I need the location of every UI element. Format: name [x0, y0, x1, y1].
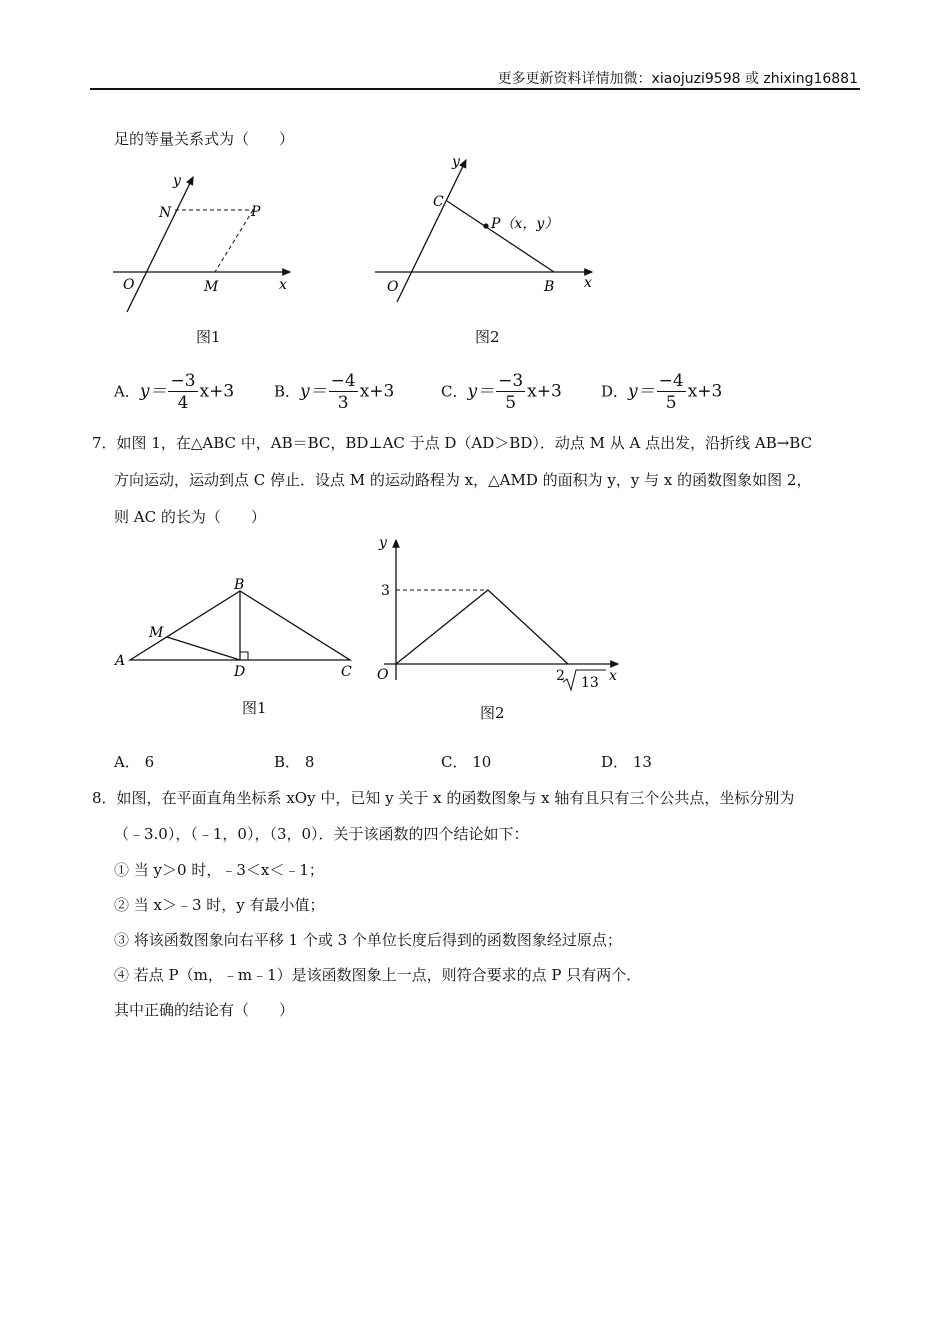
label-o: O: [123, 277, 135, 293]
q7-option-b: B． 8: [274, 753, 315, 771]
label-m: M: [149, 625, 164, 641]
q8-statement-4: ④ 若点 P（m，﹣m﹣1）是该函数图象上一点，则符合要求的点 P 只有两个．: [114, 966, 642, 984]
label-o: O: [387, 279, 399, 295]
q8-statement-2: ② 当 x＞﹣3 时，y 有最小值；: [114, 896, 325, 914]
segment-cb: [447, 201, 554, 272]
q8-line-1: 8．如图，在平面直角坐标系 xOy 中，已知 y 关于 x 的函数图象与 x 轴有且只有三个公共点，坐标分别为: [92, 789, 795, 807]
q6-option-d: D．y＝ $\frac{-4}{5}$ x+3: [601, 371, 723, 413]
q7-line-1: 7．如图 1，在△ABC 中，AB＝BC，BD⊥AC 于点 D（AD＞BD）．动点 M 从 A 点出发，沿折线 AB→BC: [92, 434, 813, 452]
q7-line-2: 方向运动，运动到点 C 停止．设点 M 的运动路程为 x，△AMD 的面积为 y，y 与 x 的函数图象如图 2，: [114, 471, 812, 489]
q7-line-3: 则 AC 的长为（ ）: [114, 508, 266, 526]
q6-figure-2: [370, 150, 600, 310]
q6-option-a: A．y＝ $\frac{-3}{4}$ x+3: [114, 371, 235, 413]
q7-option-d: D． 13: [601, 753, 652, 771]
label-2: 2: [556, 668, 565, 684]
label-b: B: [234, 577, 245, 593]
q7-fig2-caption: 图2: [480, 704, 505, 722]
label-x: x: [584, 275, 592, 291]
q6-option-c: C．y＝ $\frac{-3}{5}$ x+3: [441, 371, 562, 413]
q6-fig1-caption: 图1: [196, 328, 221, 346]
label-o: O: [377, 667, 389, 683]
right-angle-mark: [240, 652, 248, 660]
label-c: C: [341, 664, 352, 680]
label-a: A: [115, 653, 126, 669]
label-x: x: [279, 277, 287, 293]
label-p: P（x，y）: [491, 216, 559, 232]
label-b: B: [544, 279, 555, 295]
label-y: y: [173, 173, 181, 189]
q6-figure-1: [105, 165, 305, 315]
dashed-pm: [215, 210, 253, 272]
q7-option-a: A． 6: [114, 753, 155, 771]
q6-fig2-caption: 图2: [475, 328, 500, 346]
y-axis: [127, 177, 193, 312]
segment-md: [167, 637, 240, 660]
label-3: 3: [381, 583, 390, 599]
q7-option-c: C． 10: [441, 753, 492, 771]
q6-stem-tail: 足的等量关系式为（ ）: [114, 130, 295, 148]
label-m: M: [204, 279, 219, 295]
q8-line-2: （﹣3.0），（﹣1，0），（3，0）．关于该函数的四个结论如下：: [114, 825, 529, 843]
label-13: 13: [581, 675, 599, 691]
q7-figure-2: [370, 530, 625, 695]
label-n: N: [159, 205, 172, 221]
point-p: [483, 223, 488, 228]
label-p: P: [251, 204, 261, 220]
label-c: C: [433, 194, 444, 210]
q8-closing: 其中正确的结论有（ ）: [114, 1001, 295, 1019]
q8-statement-1: ① 当 y＞0 时，﹣3＜x＜﹣1；: [114, 861, 324, 879]
graph-polyline: [396, 590, 568, 664]
label-x: x: [609, 668, 617, 684]
header-rule: [90, 88, 860, 90]
q7-figure-1: [110, 570, 360, 685]
header-text: 更多更新资料详情加微：xiaojuzi9598 或 zhixing16881: [497, 71, 858, 87]
q7-fig1-caption: 图1: [242, 699, 267, 717]
y-axis: [397, 160, 466, 302]
q8-statement-3: ③ 将该函数图象向右平移 1 个或 3 个单位长度后得到的函数图象经过原点；: [114, 931, 622, 949]
q6-option-b: B．y＝ $\frac{-4}{3}$ x+3: [274, 371, 395, 413]
label-y: y: [379, 535, 387, 551]
label-y: y: [452, 154, 460, 170]
label-d: D: [234, 664, 246, 680]
